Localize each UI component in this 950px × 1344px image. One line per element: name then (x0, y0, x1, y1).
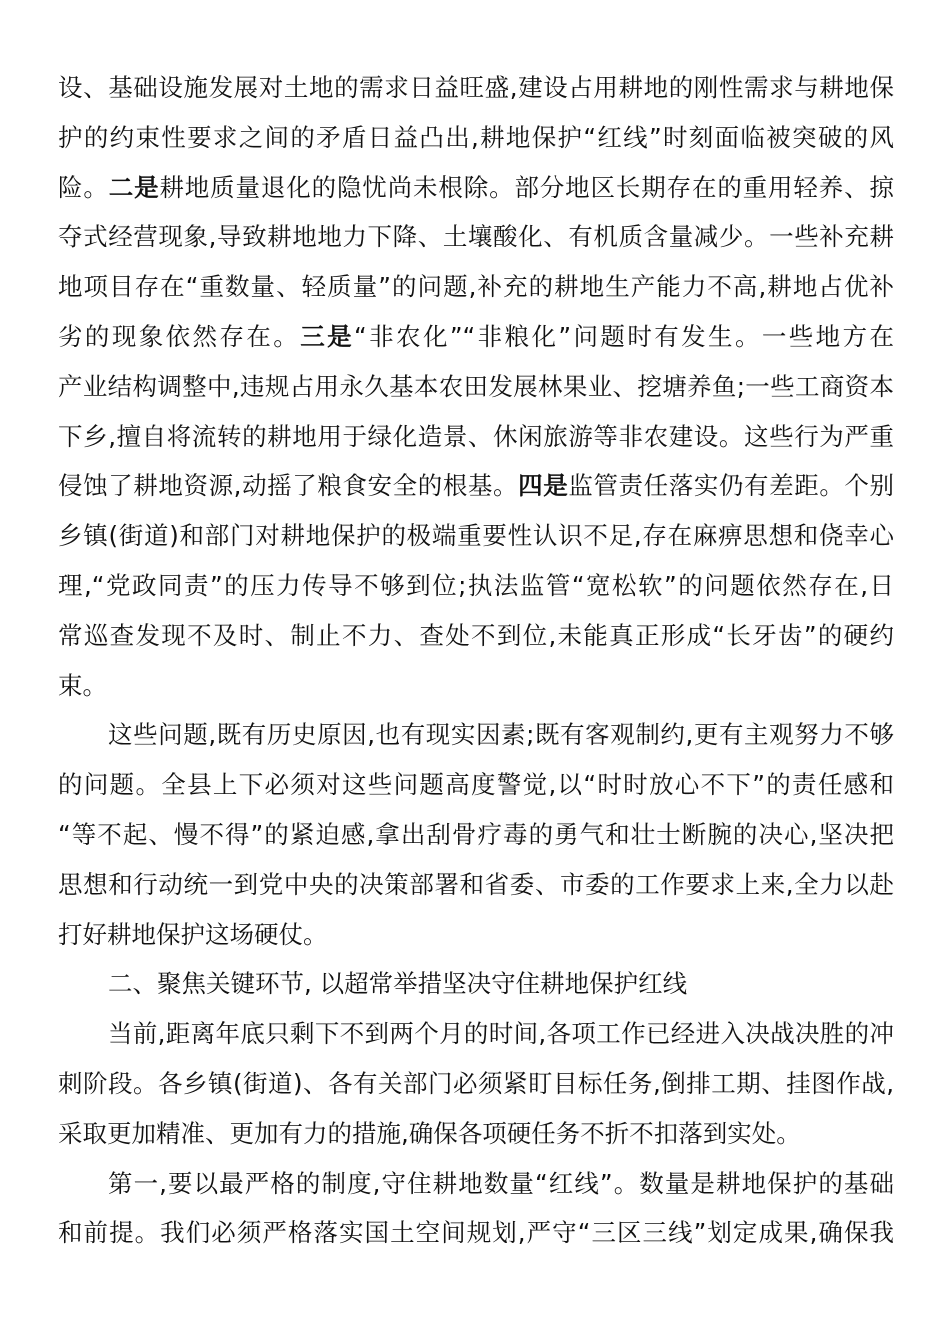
text-line (58, 910, 894, 960)
text-segment: 设、基础设施发展对土地的需求日益旺盛,建设占用耕地的刚性需求与耕地保 (58, 73, 894, 102)
bold-marker: 二是 (108, 172, 160, 202)
text-line (58, 212, 894, 262)
text-segment: 夺式经营现象,导致耕地地力下降、土壤酸化、有机质含量减少。一些补充耕 (58, 222, 894, 252)
text-line (58, 661, 894, 711)
text-line (58, 860, 894, 910)
text-line (58, 362, 894, 412)
text-line (58, 461, 894, 511)
text-segment: 侵蚀了耕地资源,动摇了粮食安全的根基。 (58, 471, 519, 501)
text-segment: 常巡查发现不及时、制止不力、查处不到位,未能真正形成“长牙齿”的硬约 (58, 620, 894, 650)
text-segment: 采取更加精准、更加有力的措施,确保各项硬任务不折不扣落到实处。 (58, 1118, 801, 1148)
text-segment: 这些问题,既有历史原因,也有现实因素;既有客观制约,更有主观努力不够 (108, 720, 894, 750)
text-line (58, 1159, 894, 1209)
text-line (58, 63, 894, 113)
text-line (58, 312, 894, 362)
text-line (58, 1208, 894, 1258)
text-segment: 监管责任落实仍有差距。个别 (568, 471, 895, 501)
text-segment: “等不起、慢不得”的紧迫感,拿出刮骨疗毒的勇气和壮士断腕的决心,坚决把 (58, 819, 894, 849)
text-segment: “非农化”“非粮化”问题时有发生。一些地方在 (354, 321, 895, 351)
text-segment: 的问题。全县上下必须对这些问题高度警觉,以“时时放心不下”的责任感和 (58, 770, 894, 800)
text-segment: 打好耕地保护这场硬仗。 (58, 919, 328, 949)
document-page (58, 63, 894, 1258)
text-line (58, 1009, 894, 1059)
text-segment: 束。 (58, 670, 107, 700)
text-line (58, 1059, 894, 1109)
text-line (58, 262, 894, 312)
text-segment: 理,“党政同责”的压力传导不够到位;执法监管“宽松软”的问题依然存在,日 (58, 570, 894, 600)
text-line (58, 163, 894, 213)
text-segment: 护的约束性要求之间的矛盾日益凸出,耕地保护“红线”时刻面临被突破的风 (58, 122, 894, 152)
text-segment: 二、聚焦关键环节, 以超常举措坚决守住耕地保护红线 (108, 969, 688, 999)
text-line (58, 561, 894, 611)
text-segment: 下乡,擅自将流转的耕地用于绿化造景、休闲旅游等非农建设。这些行为严重 (58, 421, 894, 451)
text-segment: 刺阶段。各乡镇(街道)、各有关部门必须紧盯目标任务,倒排工期、挂图作战, (58, 1068, 894, 1098)
text-line (58, 113, 894, 163)
text-segment: 地项目存在“重数量、轻质量”的问题,补充的耕地生产能力不高,耕地占优补 (58, 272, 894, 302)
text-segment: 险。 (58, 172, 109, 202)
text-line (58, 511, 894, 561)
text-segment: 乡镇(街道)和部门对耕地保护的极端重要性认识不足,存在麻痹思想和侥幸心 (58, 521, 894, 551)
text-line (58, 760, 894, 810)
text-segment: 和前提。我们必须严格落实国土空间规划,严守“三区三线”划定成果,确保我 (58, 1218, 894, 1248)
text-segment: 第一,要以最严格的制度,守住耕地数量“红线”。数量是耕地保护的基础 (108, 1168, 894, 1198)
text-segment: 产业结构调整中,违规占用永久基本农田发展林果业、挖塘养鱼;一些工商资本 (58, 371, 894, 401)
text-segment: 劣的现象依然存在。 (58, 321, 301, 351)
text-line (58, 412, 894, 462)
text-segment: 耕地质量退化的隐忧尚未根除。部分地区长期存在的重用轻养、掠 (159, 172, 894, 202)
text-segment: 思想和行动统一到党中央的决策部署和省委、市委的工作要求上来,全力以赴 (58, 869, 894, 899)
text-line (58, 810, 894, 860)
text-segment: 当前,距离年底只剩下不到两个月的时间,各项工作已经进入决战决胜的冲 (108, 1019, 894, 1049)
section-heading (58, 959, 894, 1009)
bold-marker: 三是 (300, 321, 355, 351)
bold-marker: 四是 (518, 471, 569, 501)
text-line (58, 611, 894, 661)
text-line (58, 710, 894, 760)
text-line (58, 1109, 894, 1159)
